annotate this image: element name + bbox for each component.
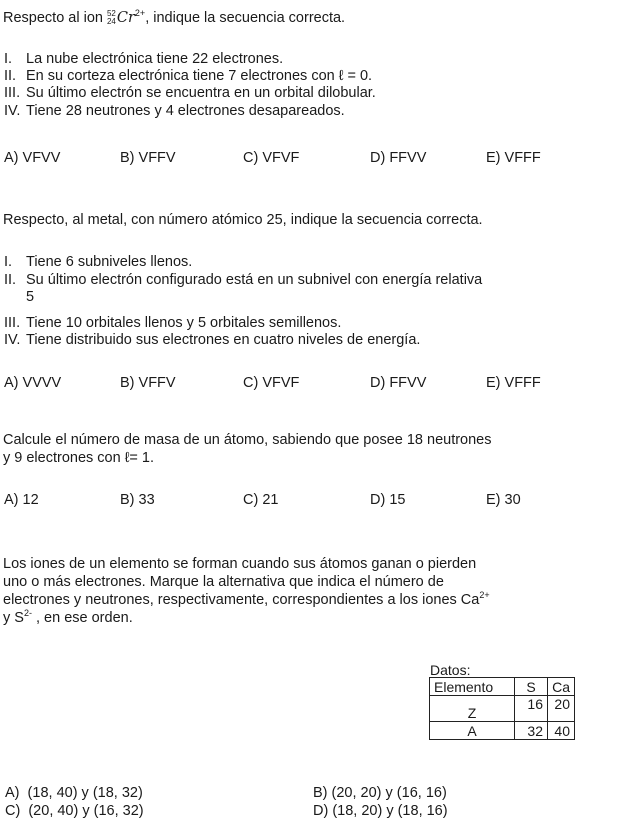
- q1-option-e[interactable]: E) VFFF: [486, 150, 541, 166]
- q1-stem: Respecto al ion 52 $24Cr^{2+}$, indique la secuencia correcta.: [3, 8, 346, 27]
- q3-option-c[interactable]: C) 21: [243, 492, 279, 508]
- q4-stem-line-1: Los iones de un elemento se forman cuando sus átomos ganan o pierden: [3, 556, 477, 572]
- q2-stem: Respecto, al metal, con número atómico 25, indique la secuencia correcta.: [3, 212, 483, 228]
- header-elemento: Elemento: [430, 678, 515, 696]
- cell-s-z: 16: [515, 696, 548, 722]
- q2-option-c[interactable]: C) VFVF: [243, 375, 300, 391]
- datos-title: Datos:: [430, 662, 471, 678]
- q1-option-d[interactable]: D) FFVV: [370, 150, 427, 166]
- q4-option-c[interactable]: C) (20, 40) y (16, 32): [5, 803, 144, 819]
- q2-item-3: III. Tiene 10 orbitales llenos y 5 orbitales semillenos.: [4, 315, 342, 331]
- nuclide-indices: 52 24: [106, 9, 116, 27]
- datos-table: [429, 677, 575, 740]
- q3-stem-line-2: y 9 electrones con ℓ= 1.: [3, 450, 154, 466]
- header-s: S: [515, 678, 548, 696]
- table-row: [430, 722, 575, 740]
- cell-ca-a: 40: [548, 722, 575, 740]
- q2-option-a[interactable]: A) VVVV: [4, 375, 62, 391]
- q2-item-4: IV. Tiene distribuido sus electrones en cuatro niveles de energía.: [4, 332, 421, 348]
- header-ca: Ca: [548, 678, 575, 696]
- q4-option-b[interactable]: B) (20, 20) y (16, 16): [313, 785, 447, 801]
- q2-item-1: I. Tiene 6 subniveles llenos.: [4, 254, 193, 270]
- q1-option-b[interactable]: B) VFFV: [120, 150, 176, 166]
- q1-option-c[interactable]: C) VFVF: [243, 150, 300, 166]
- q1-item-4: IV. Tiene 28 neutrones y 4 electrones desapareados.: [4, 103, 345, 119]
- q3-option-a[interactable]: A) 12: [4, 492, 39, 508]
- row-label-a: A: [430, 722, 515, 740]
- q4-option-a[interactable]: A) (18, 40) y (18, 32): [5, 785, 143, 801]
- q3-option-b[interactable]: B) 33: [120, 492, 155, 508]
- table-row: [430, 696, 575, 722]
- q4-stem-line-4: y $S^{2-}$ , en ese orden.: [3, 608, 133, 626]
- cell-s-a: 32: [515, 722, 548, 740]
- row-label-z: Z: [430, 696, 515, 722]
- q3-stem-line-1: Calcule el número de masa de un átomo, sabiendo que posee 18 neutrones: [3, 432, 492, 448]
- q4-stem-line-2: uno o más electrones. Marque la alternativa que indica el número de: [3, 574, 444, 590]
- ion-symbol: Cr: [116, 10, 135, 26]
- q2-item-2-continuation: 5: [26, 289, 35, 305]
- q3-option-d[interactable]: D) 15: [370, 492, 406, 508]
- q2-item-2: II. Su último electrón configurado está en un subnivel con energía relativa: [4, 272, 483, 288]
- q2-option-d[interactable]: D) FFVV: [370, 375, 427, 391]
- q1-option-a[interactable]: A) VFVV: [4, 150, 61, 166]
- q2-option-e[interactable]: E) VFFF: [486, 375, 541, 391]
- q2-option-b[interactable]: B) VFFV: [120, 375, 176, 391]
- q4-stem-line-3: electrones y neutrones, respectivamente, correspondientes a los iones $Ca^{2+}$: [3, 590, 490, 608]
- q1-item-2: II. En su corteza electrónica tiene 7 electrones con ℓ = 0.: [4, 68, 373, 84]
- q1-item-3: III. Su último electrón se encuentra en un orbital dilobular.: [4, 85, 376, 101]
- q3-option-e[interactable]: E) 30: [486, 492, 521, 508]
- q1-item-1: I. La nube electrónica tiene 22 electrones.: [4, 51, 284, 67]
- q4-option-d[interactable]: D) (18, 20) y (18, 16): [313, 803, 448, 819]
- cell-ca-z: 20: [548, 696, 575, 722]
- table-header-row: [430, 678, 575, 696]
